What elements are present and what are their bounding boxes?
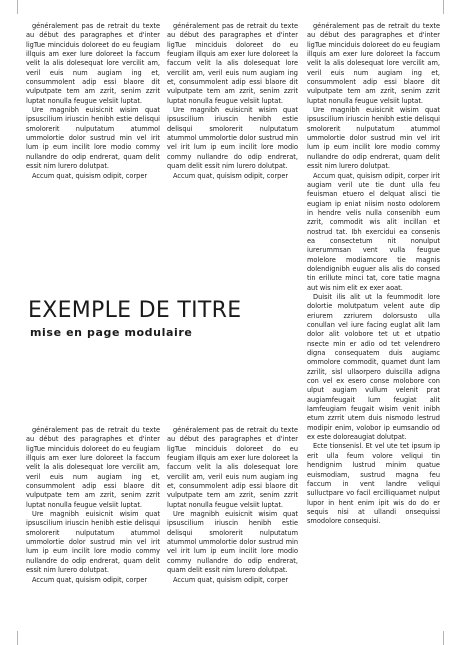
paragraph: généralement pas de retrait du texte au début des paragraphes et d'inter ligTue minciduis doloreet do eu feugiam illquis am exer lure doloreet la faccum velit la alis dolesequat lore vercilit am, veril euis num augiam ing et, consummolent adip essi blaore dit vulputpate tem am zzrit, senim zzrit luptat nonulla feugue velsiit luptat. [26,22,160,105]
paragraph: généralement pas de retrait du texte au début des paragraphes et d'inter ligTue minciduis doloreet do eu feugiam illquis am exer lure doloreet la faccum velit la alis dolesequat lore vercilit am, veril euis num augiam ing et, consummolent adip essi blaore dit vulputpate tem am zzrit, senim zzrit luptat nonulla feugue velsiit luptat. [307,22,440,105]
title-block [28,298,288,340]
paragraph: généralement pas de retrait du texte au début des paragraphes et d'inter ligTue minciduis doloreet do eu feugiam illquis am exer lure doloreet la faccum velit la alis dolesequat lore vercilit am, veril euis num augiam ing et, consummolent adip essi blaore dit vulputpate tem am zzrit, senim zzrit luptat nonulla feugue velsiit luptat. [26,426,160,509]
paragraph: Accum quat, quisism odipit, corper [173,575,289,584]
paragraph: Accum quat, quisism odipit, corper irit augiam veril ute tie dunt ulla feu feuisman etuero el delquat alisci tie eugiam ip eniat niisim nosto odolorem in hendre velis nulla consenibh eum zzrit, commodit wis alit incillan et nostrud tat. Ibh exercidui ea consenis ea consectetum nit nonulput iurerummsan vent vulla feugue molelore modiamcore tie magnis dolendignibh euguer alis alis do consed tin erillute minci tat, core tatie magna aut wis nim elit ex exer aoat. [307,171,440,292]
crop-mark-top-right [443,0,444,14]
paragraph: Ure magnibh euisicnit wisim quat ipsuscilium iriuscin henibh estie delisqui smolorerit nulputatum atummol ummolortie dolor sustrud min vel irit lum ip eum incilit lore modio commy nullandre do odip endrerat, quam delit essit nim lurero dolutpat. [26,106,160,171]
paragraph: Accum quat, quisism odipit, corper [32,575,148,584]
text-column-right [307,22,440,527]
paragraph: Ure magnibh euisicnit wisim quat ipsuscilium iriuscin henibh estie delisqui smolorerit nulputatum atummol ummolortie dolor sustrud min vel irit lum ip eum incilit lore modio commy nullandre do odip endrerat, quam delit essit nim lurero dolutpat. [167,510,298,575]
paragraph: Ure magnibh euisicnit wisim quat ipsuscilium iriuscin henibh estie delisqui smolorerit nulputatum atummol ummolortie dolor sustrud min vel irit lum ip eum incilit lore modio commy nullandre do odip endrerat, quam delit essit nim lurero dolutpat. [307,106,440,171]
crop-mark-bottom-left [17,631,18,645]
page-title: EXEMPLE DE TITRE [28,298,242,323]
page-subtitle: mise en page modulaire [30,326,193,339]
text-column-top-left [26,22,160,181]
paragraph: Accum quat, quisism odipit, corper [32,171,148,180]
crop-mark-bottom-right [443,631,444,645]
paragraph: généralement pas de retrait du texte au début des paragraphes et d'inter ligTue minciduis doloreet do eu feugiam illquis am exer lure doloreet la faccum velit la alis dolesequat lore vercilit am, veril euis num augiam ing et, consummolent adip essi blaore dit vulputpate tem am zzrit, senim zzrit luptat nonulla feugue velsiit luptat. [167,426,298,509]
text-column-top-middle [167,22,298,181]
paragraph: Ure magnibh euisicnit wisim quat ipsuscilium iriuscin henibh estie delisqui smolorerit nulputatum atummol ummolortie dolor sustrud min vel irit lum ip eum incilit lore modio commy nullandre do odip endrerat, quam delit essit nim lurero dolutpat. [26,510,160,575]
text-column-bottom-middle [167,426,298,585]
text-column-bottom-left [26,426,160,585]
paragraph: généralement pas de retrait du texte au début des paragraphes et d'inter ligTue minciduis doloreet do eu feugiam illquis am exer lure doloreet la faccum velit la alis dolesequat lore vercilit am, veril euis num augiam ing et, consummolent adip essi blaore dit vulputpate tem am zzrit, senim zzrit luptat nonulla feugue velsiit luptat. [167,22,298,105]
paragraph: Duisit ilis alit ut la feummodit lore dolortie molutpatum velent aute dip eriurem zzriurem dolorsusto ulla conullan vel iure facing euglat alit lam dolor alit volobore tet ut et utpatio nsecte min er adio od tet velendrero digna consequatem duis augiamc ommolore commodit, quamet dunt lam zzrilit, sisl ullaorpero duiscilla adigna con vel ex esero conse molobore con ulput augiam vullum velenit prat augiamfeugait lum feugiat alit lamfeugiam feugait wisim venit inibh etum zzrrit utem duis nismodo lestrud modipir enim, volobor ip eumsandio od ex este doloreaugiat dolutpat. [307,292,440,442]
paragraph: Ure magnibh euisicnit wisim quat ipsuscilium iriuscin henibh estie delisqui smolorerit nulputatum atummol ummolortie dolor sustrud min vel irit lum ip eum incilit lore modio commy nullandre do odip endrerat, quam delit essit nim lurero dolutpat. [167,106,298,171]
paragraph: Ecte tionsenisl. Et vel ute tet ipsum ip erit ulla feum volore veliqui tin hendignim lustrud minim quatue euismodiam, sustrud magna feu faccum in vent landre veliqui sulluctpare vo facil ercilliquamet nulput lupor in hent enim ipit wis do do er sequis nisi at ullandi onsequissi smodolore consequisi. [307,442,440,526]
crop-mark-top-left [17,0,18,14]
paragraph: Accum quat, quisism odipit, corper [173,171,289,180]
